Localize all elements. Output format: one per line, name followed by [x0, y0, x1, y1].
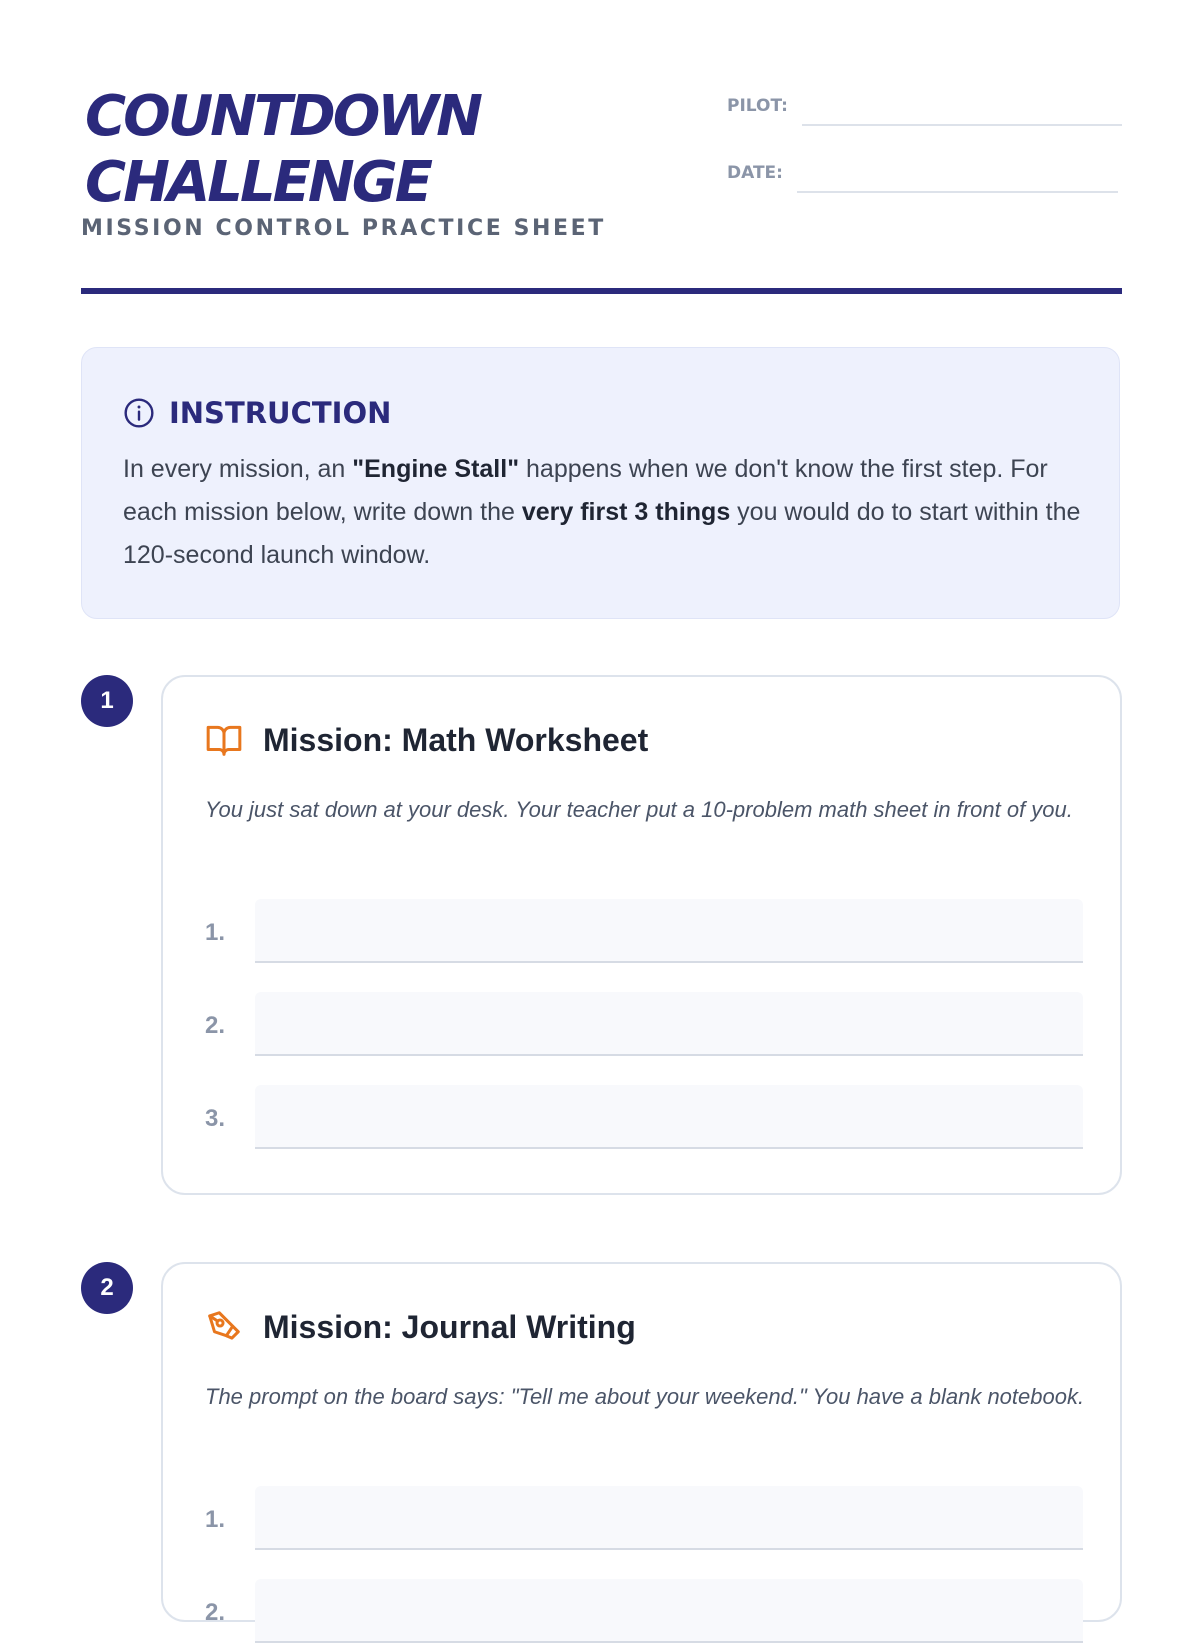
book-open-icon: [205, 721, 243, 759]
answer-row-3: [205, 1085, 1083, 1151]
instruction-text-part: In every mission, an: [123, 455, 353, 483]
mission-math-worksheet: [81, 675, 1122, 1195]
mission-description: The prompt on the board says: "Tell me about your weekend." You have a blank notebook.: [205, 1384, 1085, 1409]
answer-number: 2.: [205, 1012, 226, 1039]
instruction-box: [81, 347, 1120, 619]
instruction-text: [123, 448, 1093, 577]
pilot-field: [727, 96, 1122, 116]
mission-card: [161, 1262, 1122, 1626]
mission-title: Mission: Math Worksheet: [263, 721, 649, 758]
mission-heading: [205, 1308, 636, 1346]
worksheet-page: [81, 0, 1122, 1626]
answer-input[interactable]: [255, 1486, 1083, 1550]
answer-row-1: [205, 1486, 1083, 1552]
mission-description: You just sat down at your desk. Your teacher put a 10-problem math sheet in front of you.: [205, 797, 1073, 822]
info-icon: [123, 397, 155, 429]
mission-title: Mission: Journal Writing: [263, 1308, 636, 1345]
answer-number: 3.: [205, 1105, 226, 1132]
answer-row-1: [205, 899, 1083, 965]
answer-input[interactable]: [255, 1579, 1083, 1643]
answer-number: 1.: [205, 919, 226, 946]
instruction-heading: [123, 396, 391, 430]
instruction-emphasis-first-things: very first 3 things: [521, 498, 731, 526]
instruction-emphasis-engine-stall: "Engine Stall": [352, 455, 520, 483]
instruction-text-part: you would do to start within the 120-second launch window.: [123, 498, 1081, 569]
instruction-text-part: happens when we don't know the first step. For each mission below, write down the: [123, 455, 1048, 526]
answer-number: 1.: [205, 1506, 226, 1533]
instruction-title: INSTRUCTION: [169, 396, 392, 430]
worksheet-header: [81, 0, 1122, 296]
title-line-1: COUNTDOWN: [85, 84, 480, 149]
mission-journal-writing: [81, 1262, 1122, 1626]
pen-tool-icon: [205, 1308, 243, 1346]
answer-input[interactable]: [255, 1085, 1083, 1149]
pilot-label: PILOT:: [727, 96, 788, 116]
step-badge: 1: [81, 675, 133, 727]
worksheet-title: [85, 84, 480, 216]
step-badge: 2: [81, 1262, 133, 1314]
mission-heading: [205, 721, 648, 759]
answer-input[interactable]: [255, 992, 1083, 1056]
title-line-2: CHALLENGE: [85, 150, 431, 215]
answer-number: 2.: [205, 1599, 226, 1626]
pilot-input-line[interactable]: [802, 124, 1122, 126]
date-label: DATE:: [727, 163, 783, 183]
answer-row-2: [205, 1579, 1083, 1645]
date-field: [727, 163, 1118, 183]
mission-card: [161, 675, 1122, 1195]
answer-input[interactable]: [255, 899, 1083, 963]
header-divider: [81, 288, 1122, 294]
date-input-line[interactable]: [797, 191, 1118, 193]
answer-row-2: [205, 992, 1083, 1058]
worksheet-subtitle: MISSION CONTROL PRACTICE SHEET: [81, 216, 606, 241]
